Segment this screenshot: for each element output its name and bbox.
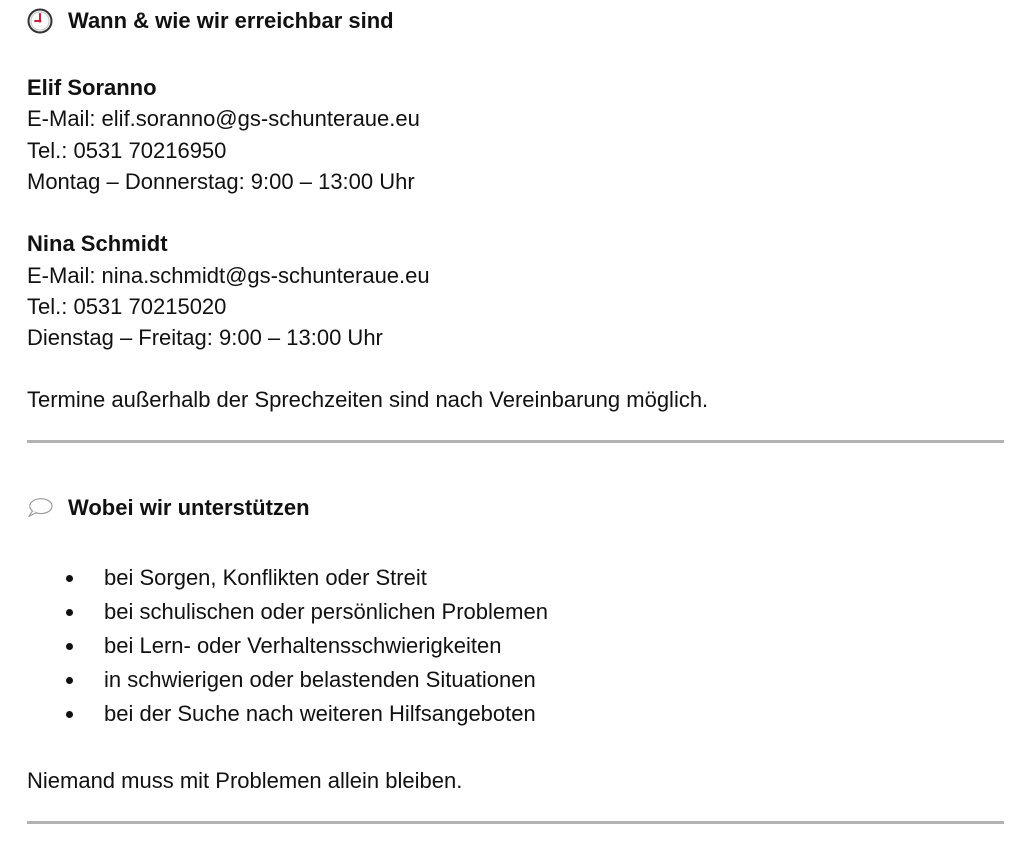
contact-heading: [27, 8, 394, 34]
person-hours: Dienstag – Freitag: 9:00 – 13:00 Uhr: [27, 325, 383, 350]
list-item-text: bei schulischen oder persönlichen Problemen: [104, 599, 548, 624]
bullet-icon: [66, 711, 73, 718]
person-name: Elif Soranno: [27, 75, 157, 100]
person-hours: Montag – Donnerstag: 9:00 – 13:00 Uhr: [27, 169, 415, 194]
bullet-icon: [66, 643, 73, 650]
speech-bubble-icon: [27, 495, 53, 521]
support-heading: [27, 495, 310, 521]
closing-statement: Niemand muss mit Problemen allein bleiben.: [27, 768, 463, 793]
list-item-text: bei Lern- oder Verhaltensschwierigkeiten: [104, 633, 502, 658]
bullet-icon: [66, 609, 73, 616]
clock-icon: [27, 8, 53, 34]
person-email[interactable]: E-Mail: elif.soranno@gs-schunteraue.eu: [27, 106, 420, 131]
section-divider: [27, 440, 1004, 443]
list-item-text: in schwierigen oder belastenden Situationen: [104, 667, 536, 692]
person-phone[interactable]: Tel.: 0531 70216950: [27, 138, 227, 163]
bullet-icon: [66, 575, 73, 582]
list-item: [27, 597, 548, 631]
list-item-text: bei der Suche nach weiteren Hilfsangeboten: [104, 701, 536, 726]
list-item-text: bei Sorgen, Konflikten oder Streit: [104, 565, 427, 590]
list-item: [27, 631, 548, 665]
person-name: Nina Schmidt: [27, 231, 168, 256]
bullet-icon: [66, 677, 73, 684]
contact-heading-text: Wann & wie wir erreichbar sind: [68, 8, 394, 33]
list-item: [27, 563, 548, 597]
section-divider: [27, 821, 1004, 824]
support-list: [27, 563, 548, 733]
list-item: [27, 665, 548, 699]
list-item: [27, 699, 548, 733]
appointment-note: Termine außerhalb der Sprechzeiten sind nach Vereinbarung möglich.: [27, 387, 709, 412]
person-phone[interactable]: Tel.: 0531 70215020: [27, 294, 227, 319]
person-email[interactable]: E-Mail: nina.schmidt@gs-schunteraue.eu: [27, 263, 430, 288]
support-heading-text: Wobei wir unterstützen: [68, 495, 310, 520]
